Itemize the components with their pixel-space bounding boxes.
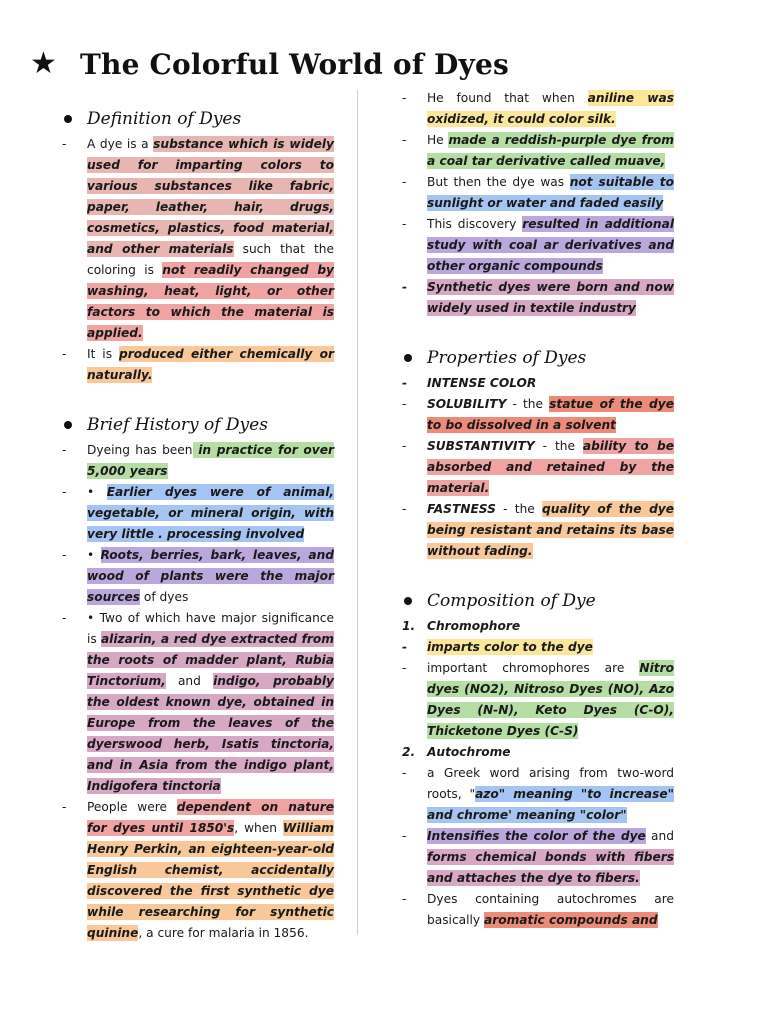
- list-marker: -: [402, 91, 407, 105]
- strong-text: SOLUBILITY: [427, 397, 507, 411]
- bullet-icon: [404, 597, 412, 605]
- list-marker: -: [402, 280, 408, 294]
- highlighted-text: indigo, probably the oldest known dye, obtained in Europe from the leaves of the dyerswood herb, Isatis tinctoria, and in Asia from the indigo plant, Indigofera tinctoria: [87, 674, 334, 793]
- body-text: of dyes: [140, 590, 189, 604]
- highlighted-text: Earlier dyes were of animal, vegetable, or mineral origin, with very little . processing involved: [87, 485, 334, 541]
- strong-text: Chromophore: [427, 619, 521, 633]
- list-item: [402, 637, 674, 658]
- left-column: [62, 104, 334, 944]
- section-gap: [402, 562, 674, 586]
- body-text: - the: [534, 439, 583, 453]
- list-item: [402, 394, 674, 436]
- list-marker: 2.: [402, 745, 416, 759]
- list-marker: -: [402, 766, 407, 780]
- list-item: [402, 373, 674, 394]
- list-item: [402, 436, 674, 499]
- bullet-list: [402, 88, 674, 319]
- body-text: A dye is a: [87, 137, 154, 151]
- body-text: •: [87, 485, 107, 499]
- highlighted-text: aniline was oxidized, it could color silk.: [427, 91, 674, 126]
- list-marker: -: [402, 175, 407, 189]
- list-item: [402, 214, 674, 277]
- list-marker: -: [62, 485, 67, 499]
- list-item: [402, 742, 674, 763]
- body-text: , when: [234, 821, 283, 835]
- highlighted-text: not suitable to sunlight or water and faded easily: [427, 175, 674, 210]
- list-marker: -: [62, 137, 67, 151]
- list-item: [62, 797, 334, 944]
- list-item: [402, 88, 674, 130]
- list-marker: -: [402, 397, 407, 411]
- list-item: [402, 889, 674, 931]
- list-marker: -: [402, 439, 407, 453]
- list-marker: -: [402, 661, 407, 675]
- body-text: • Two of which have major significance is: [87, 611, 334, 646]
- list-item: [402, 172, 674, 214]
- list-item: [62, 608, 334, 797]
- highlighted-text: forms chemical bonds with fibers and attaches the dye to fibers.: [427, 850, 674, 885]
- section-heading-definition-of-dyes: [62, 104, 334, 134]
- body-text: Dyes containing autochromes are basically: [427, 892, 674, 927]
- list-marker: -: [62, 347, 67, 361]
- right-column: [402, 88, 674, 931]
- section-heading-properties-of-dyes: [402, 343, 674, 373]
- body-text: , a cure for malaria in 1856.: [138, 926, 309, 940]
- highlighted-text: azo" meaning "to increase" and chrome' meaning "color": [427, 787, 675, 822]
- body-text: He found that when: [427, 91, 588, 105]
- strong-text: INTENSE COLOR: [427, 376, 537, 390]
- highlighted-text: in practice for over 5,000 years: [87, 443, 334, 478]
- list-item: [62, 440, 334, 482]
- list-marker: -: [62, 611, 67, 625]
- body-text: - the: [506, 397, 550, 411]
- list-item: [62, 134, 334, 344]
- section-heading-text: Composition of Dye: [427, 591, 596, 611]
- list-item: [402, 499, 674, 562]
- list-marker: -: [402, 502, 407, 516]
- highlighted-text: imparts color to the dye: [427, 640, 593, 654]
- section-heading-text: Brief History of Dyes: [87, 415, 268, 435]
- body-text: This discovery: [427, 217, 523, 231]
- highlighted-text: not readily changed by washing, heat, light, or other factors to which the material is applied.: [87, 263, 334, 340]
- body-text: such that the coloring is: [87, 242, 335, 277]
- body-text: But then the dye was: [427, 175, 570, 189]
- list-item: [402, 616, 674, 637]
- body-text: and: [645, 829, 674, 843]
- section-gap: [402, 319, 674, 343]
- list-item: [62, 545, 334, 608]
- body-text: important chromophores are: [427, 661, 640, 675]
- highlighted-text: aromatic compounds and: [483, 913, 658, 927]
- title-row: [30, 42, 509, 86]
- list-marker: -: [62, 548, 67, 562]
- highlighted-text: Synthetic dyes were born and now widely used in textile industry: [427, 280, 674, 315]
- body-text: and: [165, 674, 214, 688]
- bullet-list: [402, 373, 674, 562]
- list-marker: -: [402, 217, 407, 231]
- list-item: [62, 344, 334, 386]
- section-heading-brief-history-of-dyes: [62, 410, 334, 440]
- list-marker: -: [402, 133, 407, 147]
- list-item: [402, 130, 674, 172]
- highlighted-text: Roots, berries, bark, leaves, and wood of plants were the major sources: [87, 548, 334, 604]
- body-text: •: [87, 548, 101, 562]
- highlighted-text: ability to be absorbed and retained by the material.: [427, 439, 674, 495]
- bullet-icon: [404, 354, 412, 362]
- highlighted-text: quality of the dye being resistant and retains its base without fading.: [427, 502, 674, 558]
- section-heading-text: Properties of Dyes: [427, 348, 587, 368]
- highlighted-text: made a reddish-purple dye from a coal tar derivative called muave,: [427, 133, 674, 168]
- list-item: [402, 658, 674, 742]
- highlighted-text: resulted in additional study with coal ar derivatives and other organic compounds: [427, 217, 674, 273]
- list-marker: -: [62, 800, 67, 814]
- bullet-icon: [64, 115, 72, 123]
- section-heading-composition-of-dye: [402, 586, 674, 616]
- list-marker: -: [402, 376, 408, 390]
- section-gap: [62, 386, 334, 410]
- strong-text: SUBSTANTIVITY: [427, 439, 535, 453]
- list-marker: -: [402, 892, 407, 906]
- star-icon: ★: [30, 46, 57, 81]
- highlighted-text: Intensifies the color of the dye: [427, 829, 646, 843]
- column-divider: [357, 90, 358, 935]
- body-text: Dyeing has been: [87, 443, 193, 457]
- list-item: [402, 763, 674, 826]
- bullet-list: [62, 440, 334, 944]
- highlighted-text: Nitro dyes (NO2), Nitroso Dyes (NO), Azo Dyes (N-N), Keto Dyes (C-O), Thicketone Dyes (C-S): [427, 661, 674, 738]
- page-title: The Colorful World of Dyes: [80, 47, 509, 81]
- strong-text: FASTNESS: [427, 502, 496, 516]
- highlighted-text: substance which is widely used for imparting colors to various substances like fabric, paper, leather, hair, drugs, cosmetics, plastics, food material, and other materials: [87, 137, 334, 256]
- bullet-list: [62, 134, 334, 386]
- section-heading-text: Definition of Dyes: [87, 109, 242, 129]
- list-item: [62, 482, 334, 545]
- bullet-list: [402, 616, 674, 931]
- body-text: a Greek word arising from two-word roots, ": [427, 766, 674, 801]
- strong-text: Autochrome: [427, 745, 511, 759]
- body-text: - the: [495, 502, 543, 516]
- list-marker: -: [402, 640, 408, 654]
- highlighted-text: alizarin, a red dye extracted from the roots of madder plant, Rubia Tinctorium,: [87, 632, 334, 688]
- body-text: It is: [87, 347, 119, 361]
- highlighted-text: produced either chemically or naturally.: [87, 347, 335, 382]
- list-item: [402, 826, 674, 889]
- body-text: People were: [87, 800, 177, 814]
- bullet-icon: [64, 421, 72, 429]
- highlighted-text: William Henry Perkin, an eighteen-year-old English chemist, accidentally discovered the first synthetic dye while researching for synthetic quinine: [87, 821, 334, 940]
- list-marker: 1.: [402, 619, 416, 633]
- list-marker: -: [62, 443, 67, 457]
- highlighted-text: statue of the dye to bo dissolved in a solvent: [427, 397, 674, 432]
- highlighted-text: dependent on nature for dyes until 1850's: [87, 800, 334, 835]
- list-item: [402, 277, 674, 319]
- list-marker: -: [402, 829, 407, 843]
- body-text: He: [427, 133, 449, 147]
